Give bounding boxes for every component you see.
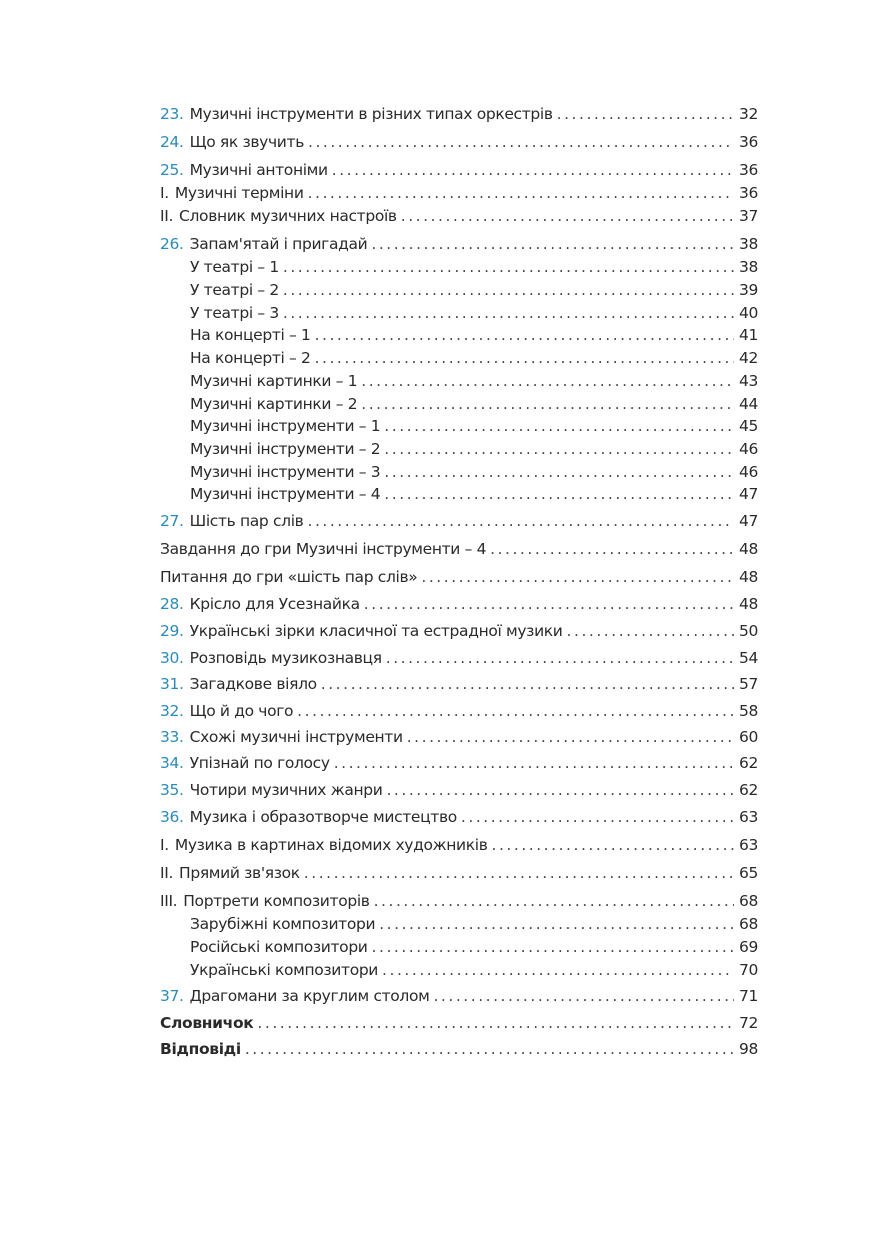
dot-leader: [332, 159, 734, 181]
toc-entry-page-number: 40: [738, 304, 758, 322]
toc-entry-page-number: 68: [738, 915, 758, 933]
toc-entry: [160, 103, 758, 125]
toc-entry: [160, 593, 758, 615]
toc-entry: [160, 510, 758, 532]
toc-entry: [160, 752, 758, 774]
toc-entry: [160, 620, 758, 642]
toc-entry-title: Музика і образотворче мистецтво: [189, 808, 457, 826]
toc-entry: [160, 647, 758, 669]
dot-leader: [315, 324, 734, 346]
dot-leader: [257, 1012, 734, 1034]
toc-entry-page-number: 72: [738, 1014, 758, 1032]
toc-entry-title: Завдання до гри Музичні інструменти – 4: [160, 540, 487, 558]
toc-entry: [160, 834, 758, 856]
dot-leader: [283, 279, 734, 301]
toc-entry-page-number: 45: [738, 417, 758, 435]
dot-leader: [407, 726, 734, 748]
toc-entry: [160, 890, 758, 912]
dot-leader: [492, 834, 735, 856]
toc-entry-title: На концерті – 1: [190, 326, 311, 344]
toc-entry-number: 30.: [160, 649, 184, 667]
toc-entry: [160, 159, 758, 181]
toc-entry: [160, 256, 758, 278]
toc-entry-title: Відповіді: [160, 1040, 241, 1058]
toc-entry-page-number: 70: [738, 961, 758, 979]
toc-entry-page-number: 63: [738, 808, 758, 826]
dot-leader: [379, 913, 734, 935]
toc-entry-title: У театрі – 3: [190, 304, 279, 322]
dot-leader: [401, 205, 734, 227]
dot-leader: [307, 510, 734, 532]
toc-entry-title: Схожі музичні інструменти: [189, 728, 403, 746]
toc-entry-page-number: 50: [738, 622, 758, 640]
toc-entry-page-number: 47: [738, 512, 758, 530]
toc-entry-roman-numeral: I.: [160, 836, 169, 854]
dot-leader: [384, 415, 734, 437]
toc-entry: [160, 673, 758, 695]
toc-entry-page-number: 39: [738, 281, 758, 299]
toc-entry-title: Розповідь музикознавця: [189, 649, 382, 667]
toc-entry-roman-numeral: III.: [160, 892, 178, 910]
toc-entry-title: У театрі – 2: [190, 281, 279, 299]
toc-entry: [160, 279, 758, 301]
toc-entry-number: 35.: [160, 781, 184, 799]
toc-entry-number: 25.: [160, 161, 184, 179]
dot-leader: [372, 936, 734, 958]
toc-entry-title: Крісло для Усезнайка: [189, 595, 360, 613]
toc-entry-title: Музичні картинки – 2: [190, 395, 358, 413]
toc-entry-title: Музичні картинки – 1: [190, 372, 358, 390]
toc-entry-title: Запам'ятай і пригадай: [189, 235, 368, 253]
dot-leader: [567, 620, 734, 642]
toc-entry-title: Портрети композиторів: [183, 892, 370, 910]
toc-entry-title: Музика в картинах відомих художників: [174, 836, 488, 854]
toc-entry-number: 26.: [160, 235, 184, 253]
toc-entry: [160, 302, 758, 324]
toc-entry: [160, 233, 758, 255]
toc-entry-title: Музичні антоніми: [189, 161, 328, 179]
dot-leader: [557, 103, 734, 125]
toc-entry-page-number: 65: [738, 864, 758, 882]
dot-leader: [315, 347, 734, 369]
toc-entry-page-number: 44: [738, 395, 758, 413]
toc-entry-title: На концерті – 2: [190, 349, 311, 367]
dot-leader: [490, 538, 734, 560]
toc-entry-title: Музичні інструменти в різних типах оркестрів: [189, 105, 553, 123]
toc-entry-page-number: 68: [738, 892, 758, 910]
toc-entry-title: Українські зірки класичної та естрадної музики: [189, 622, 563, 640]
toc-entry-number: 33.: [160, 728, 184, 746]
toc-entry-title: Українські композитори: [190, 961, 379, 979]
toc-entry-number: 28.: [160, 595, 184, 613]
toc-entry-page-number: 69: [738, 938, 758, 956]
toc-entry-title: У театрі – 1: [190, 258, 279, 276]
toc-entry-page-number: 98: [738, 1040, 758, 1058]
toc-entry-roman-numeral: II.: [160, 864, 174, 882]
toc-entry-page-number: 62: [738, 754, 758, 772]
toc-entry-page-number: 43: [738, 372, 758, 390]
dot-leader: [308, 182, 734, 204]
toc-entry-page-number: 42: [738, 349, 758, 367]
dot-leader: [308, 131, 734, 153]
toc-entry: [160, 959, 758, 981]
dot-leader: [386, 647, 734, 669]
toc-entry: [160, 913, 758, 935]
dot-leader: [374, 890, 734, 912]
toc-entry: [160, 415, 758, 437]
dot-leader: [461, 806, 734, 828]
toc-entry-title: Питання до гри «шість пар слів»: [160, 568, 418, 586]
dot-leader: [433, 985, 734, 1007]
toc-entry-page-number: 36: [738, 161, 758, 179]
toc-entry-title: Прямий зв'язок: [179, 864, 300, 882]
dot-leader: [245, 1038, 734, 1060]
toc-entry-title: Загадкове віяло: [189, 675, 317, 693]
dot-leader: [382, 959, 734, 981]
toc-entry-title: Що як звучить: [189, 133, 304, 151]
toc-entry-page-number: 37: [738, 207, 758, 225]
toc-entry-page-number: 46: [738, 463, 758, 481]
toc-entry-title: Драгомани за круглим столом: [189, 987, 430, 1005]
toc-entry-page-number: 57: [738, 675, 758, 693]
toc-entry-title: Зарубіжні композитори: [190, 915, 376, 933]
toc-entry: [160, 1012, 758, 1034]
toc-entry-number: 23.: [160, 105, 184, 123]
dot-leader: [384, 461, 734, 483]
toc-entry-page-number: 48: [738, 595, 758, 613]
toc-entry: [160, 461, 758, 483]
toc-entry-roman-numeral: I.: [160, 184, 169, 202]
dot-leader: [297, 700, 734, 722]
toc-entry-number: 32.: [160, 702, 184, 720]
toc-entry-title: Російські композитори: [190, 938, 368, 956]
dot-leader: [371, 233, 734, 255]
dot-leader: [364, 593, 734, 615]
toc-entry-number: 36.: [160, 808, 184, 826]
toc-entry-roman-numeral: II.: [160, 207, 174, 225]
toc-entry-number: 27.: [160, 512, 184, 530]
dot-leader: [304, 862, 734, 884]
toc-entry: [160, 131, 758, 153]
toc-entry-page-number: 60: [738, 728, 758, 746]
toc-entry: [160, 726, 758, 748]
toc-entry-number: 31.: [160, 675, 184, 693]
toc-entry-number: 29.: [160, 622, 184, 640]
toc-entry-title: Музичні інструменти – 4: [190, 485, 381, 503]
toc-entry: [160, 566, 758, 588]
toc-entry: [160, 393, 758, 415]
toc-entry-page-number: 71: [738, 987, 758, 1005]
toc-entry-page-number: 41: [738, 326, 758, 344]
toc-entry: [160, 700, 758, 722]
dot-leader: [384, 483, 734, 505]
dot-leader: [361, 393, 734, 415]
toc-entry: [160, 862, 758, 884]
toc-entry: [160, 985, 758, 1007]
toc-entry-title: Словник музичних настроїв: [179, 207, 397, 225]
toc-entry-page-number: 36: [738, 184, 758, 202]
dot-leader: [283, 302, 734, 324]
dot-leader: [386, 779, 734, 801]
toc-entry: [160, 205, 758, 227]
toc-entry: [160, 936, 758, 958]
toc-entry-title: Чотири музичних жанри: [189, 781, 383, 799]
table-of-contents: [160, 0, 758, 1241]
toc-entry-page-number: 48: [738, 540, 758, 558]
toc-entry-page-number: 38: [738, 235, 758, 253]
toc-entry-page-number: 47: [738, 485, 758, 503]
dot-leader: [283, 256, 734, 278]
toc-entry-page-number: 54: [738, 649, 758, 667]
dot-leader: [334, 752, 734, 774]
toc-entry-page-number: 36: [738, 133, 758, 151]
toc-entry-page-number: 46: [738, 440, 758, 458]
toc-entry: [160, 779, 758, 801]
toc-entry-page-number: 62: [738, 781, 758, 799]
toc-entry: [160, 1038, 758, 1060]
toc-entry: [160, 324, 758, 346]
toc-entry-number: 34.: [160, 754, 184, 772]
toc-entry: [160, 806, 758, 828]
toc-entry-page-number: 63: [738, 836, 758, 854]
toc-entry-page-number: 38: [738, 258, 758, 276]
dot-leader: [421, 566, 734, 588]
toc-entry-title: Упізнай по голосу: [189, 754, 330, 772]
dot-leader: [384, 438, 734, 460]
toc-entry: [160, 370, 758, 392]
dot-leader: [361, 370, 734, 392]
toc-entry-title: Шість пар слів: [189, 512, 304, 530]
toc-entry-title: Музичні інструменти – 1: [190, 417, 381, 435]
toc-entry-title: Музичні інструменти – 2: [190, 440, 381, 458]
toc-entry-title: Що й до чого: [189, 702, 294, 720]
toc-entry-number: 37.: [160, 987, 184, 1005]
toc-entry: [160, 538, 758, 560]
toc-entry-page-number: 32: [738, 105, 758, 123]
toc-entry-page-number: 48: [738, 568, 758, 586]
toc-entry-page-number: 58: [738, 702, 758, 720]
toc-entry-title: Словничок: [160, 1014, 254, 1032]
toc-entry-title: Музичні терміни: [174, 184, 304, 202]
dot-leader: [321, 673, 734, 695]
toc-entry: [160, 483, 758, 505]
toc-entry: [160, 347, 758, 369]
toc-entry-number: 24.: [160, 133, 184, 151]
toc-entry: [160, 182, 758, 204]
toc-entry: [160, 438, 758, 460]
toc-entry-title: Музичні інструменти – 3: [190, 463, 381, 481]
